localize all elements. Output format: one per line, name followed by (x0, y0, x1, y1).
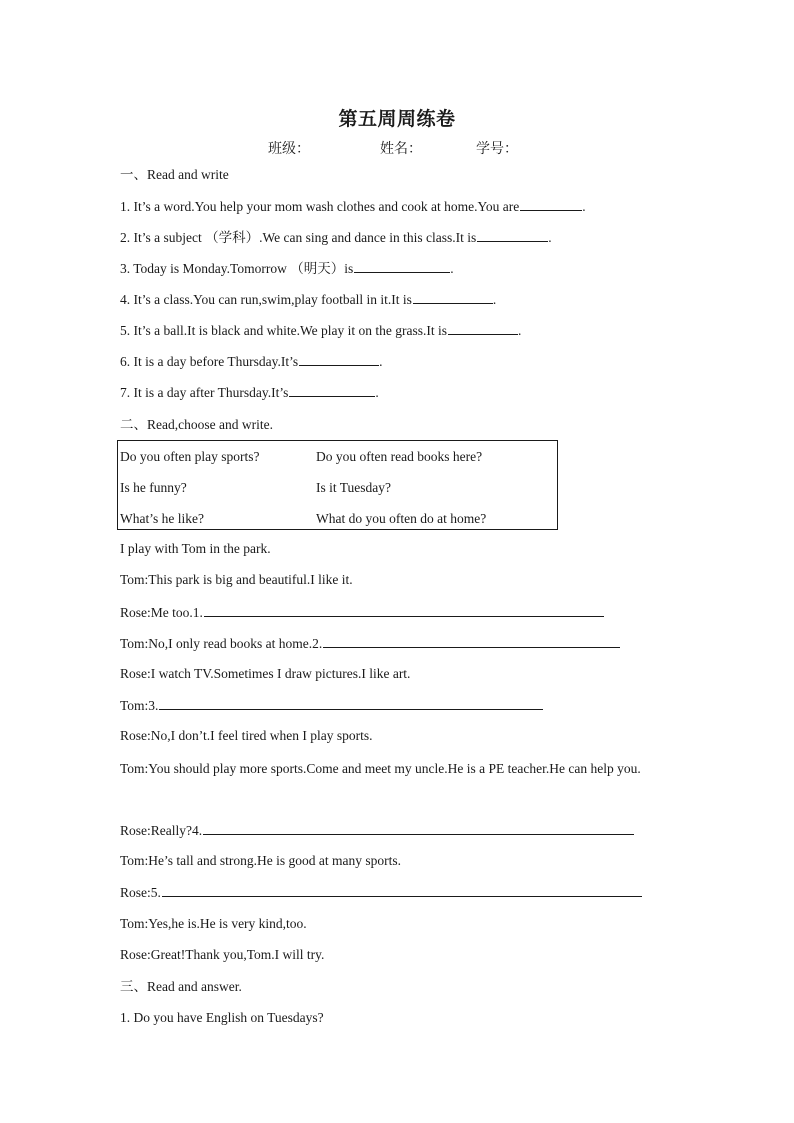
dialogue-line-1: Tom:This park is big and beautiful.I like it. (120, 572, 353, 587)
question-1 (120, 196, 586, 217)
option-2: Do you often read books here? (316, 449, 483, 464)
period: . (492, 292, 497, 307)
answer-blank-7[interactable] (289, 382, 375, 397)
dialogue-line-8-text: Rose:Really?4. (120, 823, 203, 838)
section-3-heading: 三、Read and answer. (120, 979, 242, 994)
dialogue-blank-1[interactable] (204, 602, 604, 617)
section-3-question-1: 1. Do you have English on Tuesdays? (120, 1010, 324, 1025)
dialogue-blank-3[interactable] (159, 695, 543, 710)
question-2-text: 2. It’s a subject （学科）.We can sing and dance in this class.It is (120, 230, 477, 245)
option-3: Is he funny? (120, 480, 187, 495)
name-label: 姓名： (380, 141, 422, 157)
question-1-text: 1. It’s a word.You help your mom wash clothes and cook at home.You are (120, 199, 520, 214)
period: . (517, 323, 522, 338)
answer-blank-3[interactable] (354, 258, 450, 273)
question-7 (120, 382, 379, 403)
question-6 (120, 351, 382, 372)
student-id-label: 学号： (476, 141, 518, 157)
dialogue-line-5 (120, 695, 543, 716)
answer-blank-4[interactable] (413, 289, 493, 304)
dialogue-line-10-text: Rose:5. (120, 885, 161, 900)
answer-blank-1[interactable] (520, 196, 582, 211)
period: . (450, 261, 454, 276)
dialogue-blank-2[interactable] (323, 633, 620, 648)
option-1: Do you often play sports? (120, 449, 260, 464)
dialogue-line-2-text: Rose:Me too.1. (120, 605, 203, 620)
question-5 (120, 320, 521, 341)
page-title: 第五周周练卷 (338, 108, 456, 130)
answer-blank-6[interactable] (299, 351, 379, 366)
option-4: Is it Tuesday? (316, 480, 392, 495)
question-3-text: 3. Today is Monday.Tomorrow （明天）is (120, 261, 354, 276)
answer-blank-2[interactable] (477, 227, 548, 242)
dialogue-line-3-text: Tom:No,I only read books at home.2. (120, 636, 323, 651)
dialogue-line-12: Rose:Great!Thank you,Tom.I will try. (120, 947, 325, 962)
dialogue-line-4: Rose:I watch TV.Sometimes I draw pictures.I like art. (120, 666, 411, 681)
option-6: What do you often do at home? (316, 511, 487, 526)
dialogue-blank-5[interactable] (162, 882, 642, 897)
dialogue-line-3 (120, 633, 620, 654)
section-2-heading: 二、Read,choose and write. (120, 417, 273, 432)
dialogue-line-8 (120, 820, 634, 841)
class-label: 班级： (268, 141, 310, 157)
question-2 (120, 227, 552, 248)
option-5: What’s he like? (120, 511, 204, 526)
dialogue-line-6: Rose:No,I don’t.I feel tired when I play sports. (120, 728, 373, 743)
period: . (582, 199, 586, 214)
dialogue-line-2 (120, 602, 604, 623)
dialogue-line-11: Tom:Yes,he is.He is very kind,too. (120, 916, 307, 931)
section-1-heading: 一、Read and write (120, 167, 229, 182)
period: . (379, 354, 383, 369)
student-info-row (0, 138, 794, 160)
question-7-text: 7. It is a day after Thursday.It’s (120, 385, 289, 400)
dialogue-intro: I play with Tom in the park. (120, 541, 271, 556)
dialogue-line-5-text: Tom:3. (120, 698, 159, 713)
period: . (548, 230, 552, 245)
options-box (117, 440, 558, 530)
question-3 (120, 258, 454, 279)
question-5-text: 5. It’s a ball.It is black and white.We play it on the grass.It is (120, 323, 447, 338)
dialogue-line-10 (120, 882, 642, 903)
question-6-text: 6. It is a day before Thursday.It’s (120, 354, 299, 369)
dialogue-line-9: Tom:He’s tall and strong.He is good at many sports. (120, 853, 402, 868)
answer-blank-5[interactable] (448, 320, 518, 335)
dialogue-line-7: Tom:You should play more sports.Come and meet my uncle.He is a PE teacher.He can help you. (120, 761, 641, 776)
period: . (375, 385, 379, 400)
dialogue-blank-4[interactable] (203, 820, 634, 835)
question-4-text: 4. It’s a class.You can run,swim,play football in it.It is (120, 292, 412, 307)
question-4 (120, 289, 496, 310)
